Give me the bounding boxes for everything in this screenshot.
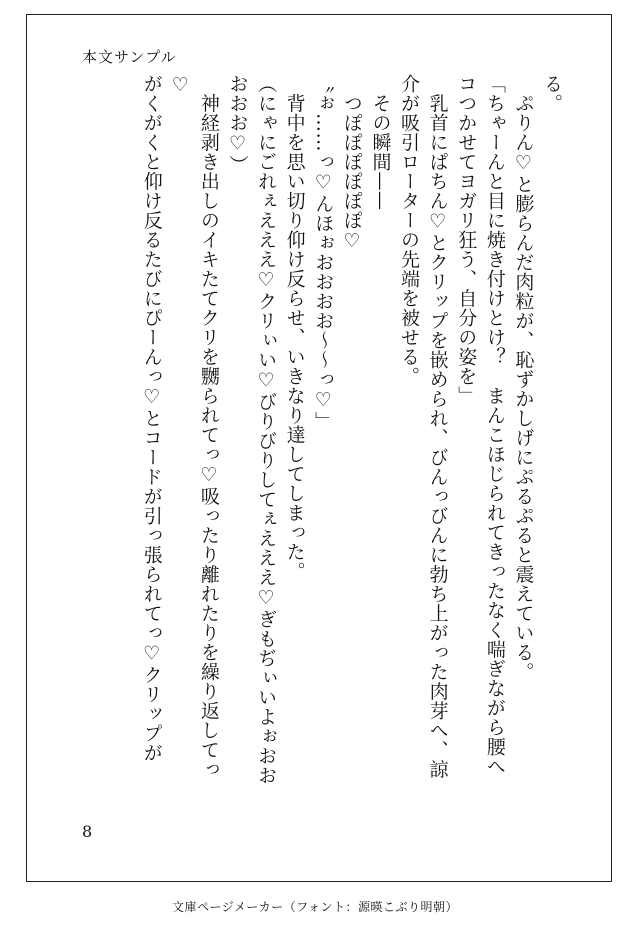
body-line: がくがくと仰け反るたびにぴーんっ♡とコードが引っ張られてっ♡クリップが bbox=[140, 74, 163, 763]
body-line: （にゃにごれぇえええ♡クリぃい♡びりびりしてぇえええ♡ぎもぢぃいよぉおお bbox=[255, 74, 278, 785]
body-line: 〝ぉ……っ♡んほぉおおおお〜〜っ♡」 bbox=[312, 74, 335, 431]
body-line: コつかせてヨガリ狂う、自分の姿を」 bbox=[455, 74, 478, 406]
body-line: おおお♡） bbox=[226, 74, 249, 175]
body-line: る。 bbox=[541, 74, 563, 113]
body-line: 背中を思い切り仰け反らせ、いきなり達してしまった。 bbox=[283, 74, 306, 581]
body-line: ぷりん♡と膨らんだ肉粒が、恥ずかしげにぷるぷると震えている。 bbox=[512, 74, 535, 682]
page-number: 8 bbox=[82, 822, 93, 841]
body-text-vertical bbox=[68, 74, 566, 822]
body-line: ♡ bbox=[169, 74, 192, 97]
body-line: 神経剥き出しのイキたてクリを嬲られてっ♡吸ったり離れたりを繰り返してっ bbox=[197, 74, 220, 779]
page-header: 本文サンプル bbox=[82, 48, 177, 66]
body-line: 介が吸引ローターの先端を被せる。 bbox=[398, 74, 421, 386]
body-line: 「ちゃーんと目に焼き付けとけ？ まんこほじられてきったなく喘ぎながら腰へ bbox=[483, 74, 506, 776]
footer-caption: 文庫ページメーカー（フォント：源暎こぶり明朝） bbox=[171, 900, 459, 914]
body-line: つぽぽぽぽぽぽ♡ bbox=[340, 74, 363, 253]
body-line: 乳首にぱちん♡とクリップを嵌められ、びんっびんに勃ち上がった肉芽へ、諒 bbox=[426, 74, 449, 779]
body-line: その瞬間—— bbox=[369, 74, 392, 211]
